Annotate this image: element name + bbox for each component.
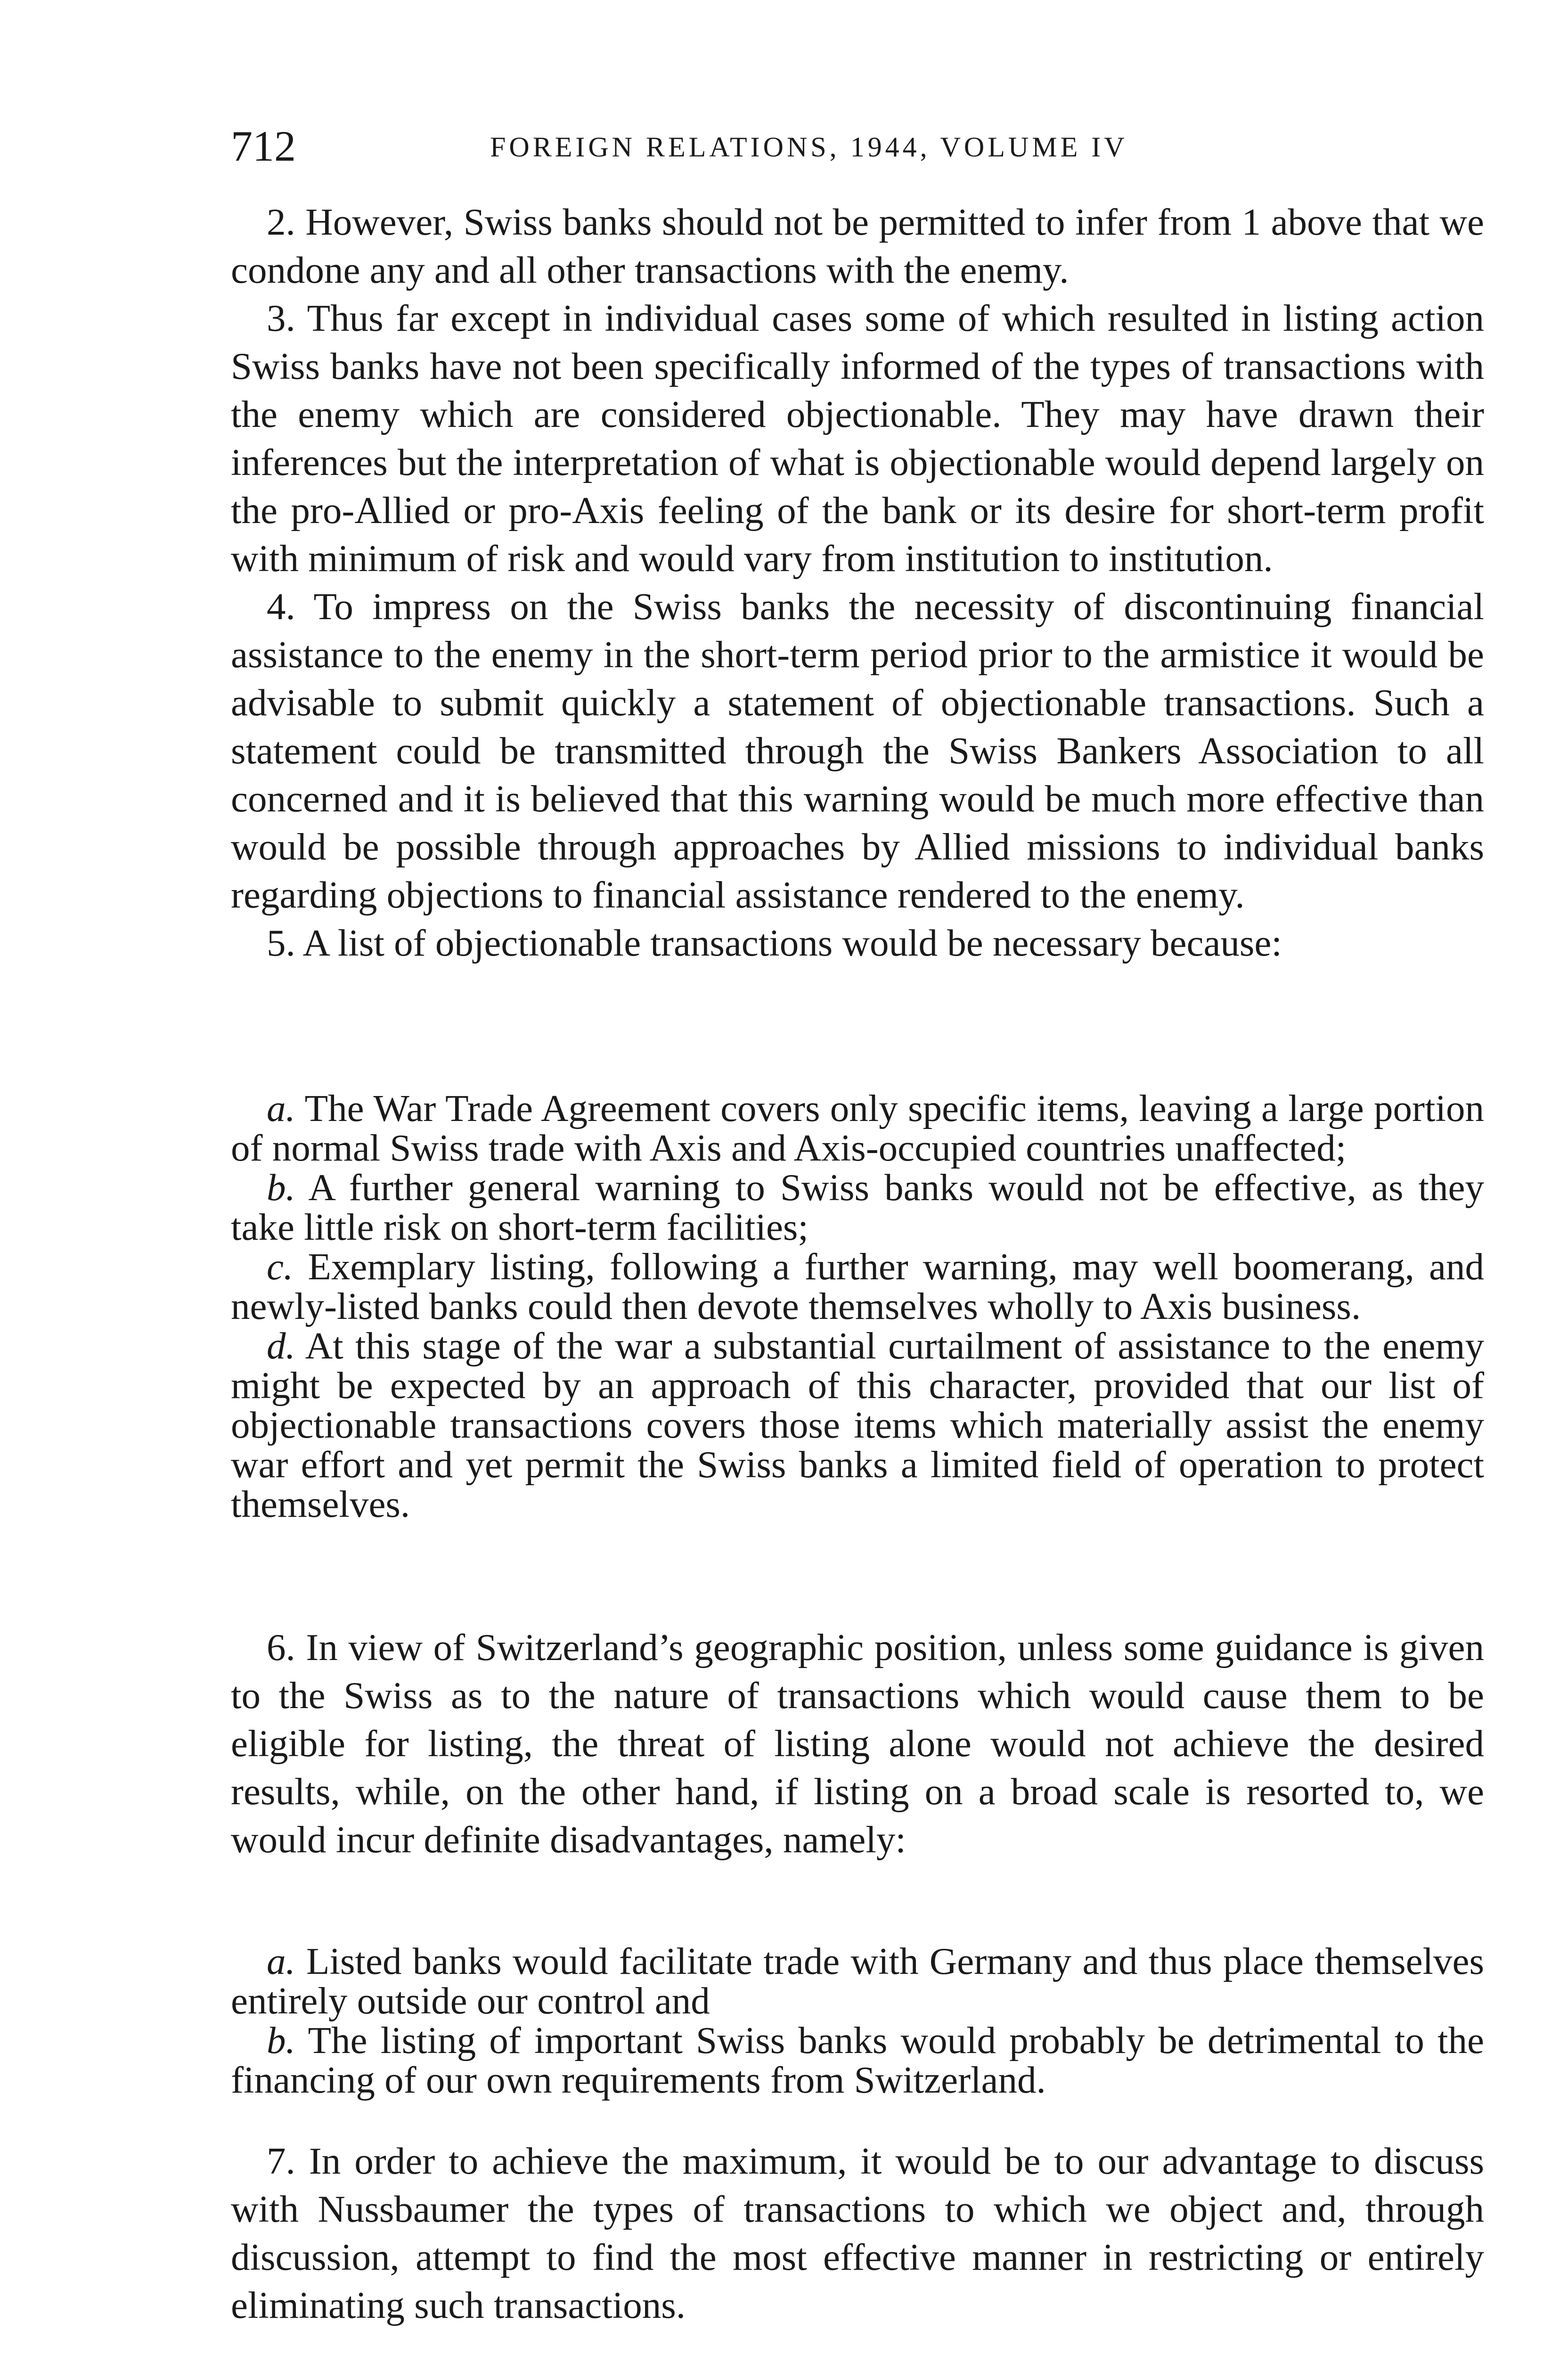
paragraph-6-items xyxy=(231,1941,1484,2100)
item-letter: a. xyxy=(267,1940,295,1982)
paragraph-5-items xyxy=(231,1088,1484,1524)
paragraph-3: 3. Thus far except in individual cases some of which resulted in listing action Swiss banks have not been specifically informed of the types of transactions with the enemy which are considered objectionable. They may have drawn their inferences but the interpretation of what is objectionable would depend largely on the pro-Allied or pro-Axis feeling of the bank or its desire for short-term profit with minimum of risk and would vary from institution to institution. xyxy=(231,297,1484,580)
paragraph-5: 5. A list of objectionable transactions would be necessary because: xyxy=(267,922,1282,964)
item-text: A further general warning to Swiss banks would not be effective, as they take little risk on short-term facilities; xyxy=(231,1166,1485,1248)
list-item xyxy=(231,1247,1484,1326)
list-item xyxy=(231,1326,1484,1524)
page-number: 712 xyxy=(231,122,296,170)
item-letter: c. xyxy=(267,1245,294,1288)
paragraph-4: 4. To impress on the Swiss banks the necessity of discontinuing financial assistance to the enemy in the short-term period prior to the armistice it would be advisable to submit quickly a statement of objectionable transactions. Such a statement could be transmitted through the Swiss Bankers Association to all concerned and it is believed that this warning would be much more effective than would be possible through approaches by Allied missions to individual banks regarding objections to financial assistance rendered to the enemy. xyxy=(231,585,1484,916)
paragraph-7-block xyxy=(231,2137,1484,2329)
item-letter: b. xyxy=(267,1166,295,1209)
paragraph-7: 7. In order to achieve the maximum, it would be to our advantage to discuss with Nussbaumer the types of transactions to which we object and, through discussion, attempt to find the most effective manner in restricting or entirely eliminating such transactions. xyxy=(231,2140,1484,2326)
paragraph-6-block xyxy=(231,1623,1484,1864)
list-item xyxy=(231,1941,1484,2021)
item-letter: a. xyxy=(267,1087,295,1129)
list-item xyxy=(231,1088,1484,1168)
paragraph-2: 2. However, Swiss banks should not be permitted to infer from 1 above that we condone any and all other transactions with the enemy. xyxy=(231,201,1484,291)
item-letter: d. xyxy=(267,1325,295,1367)
list-item xyxy=(231,1168,1484,1247)
paragraph-6: 6. In view of Switzerland’s geographic position, unless some guidance is given to the Swiss as to the nature of transactions which would cause them to be eligible for listing, the threat of listing alone would not achieve the desired results, while, on the other hand, if listing on a broad scale is resorted to, we would incur definite disadvantages, namely: xyxy=(231,1626,1484,1861)
item-text: The War Trade Agreement covers only specific items, leaving a large portion of normal Swiss trade with Axis and Axis-occupied countries unaffected; xyxy=(231,1087,1484,1169)
list-item xyxy=(231,2021,1484,2100)
item-letter: b. xyxy=(267,2019,295,2062)
running-head: FOREIGN RELATIONS, 1944, VOLUME IV xyxy=(490,131,1128,163)
item-text: At this stage of the war a substantial curtailment of assistance to the enemy might be expected by an approach of this character, provided that our list of objectionable transactions covers those items which materially assist the enemy war effort and yet permit the Swiss banks a limited field of operation to protect themselves. xyxy=(231,1325,1484,1525)
item-text: Exemplary listing, following a further warning, may well boomerang, and newly-listed banks could then devote themselves wholly to Axis business. xyxy=(231,1245,1484,1327)
item-text: The listing of important Swiss banks would probably be detrimental to the financing of our own requirements from Switzerland. xyxy=(231,2019,1484,2101)
page-header xyxy=(231,120,1484,177)
item-text: Listed banks would facilitate trade with Germany and thus place themselves entirely outside our control and xyxy=(231,1940,1485,2022)
paragraphs-2-to-5 xyxy=(231,198,1484,967)
